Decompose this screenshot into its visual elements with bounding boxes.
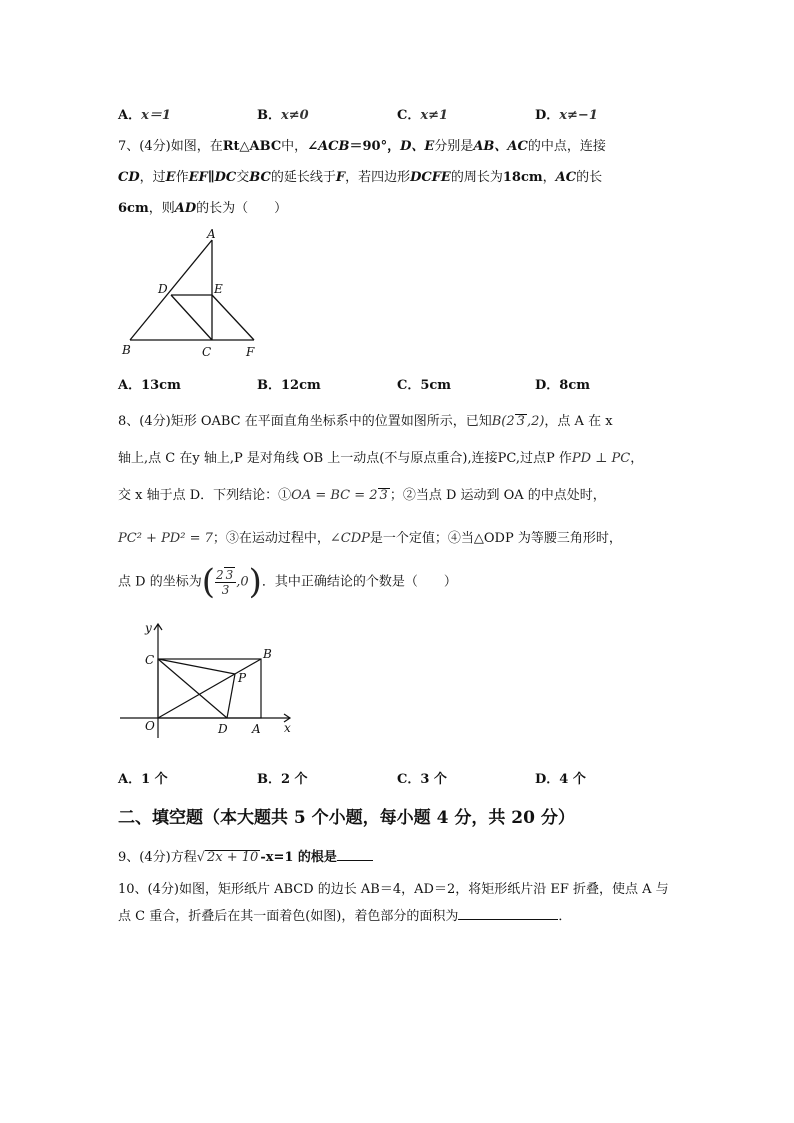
q8-line-2 [118, 447, 643, 466]
text: E [165, 170, 176, 185]
text: 是一个定值；④当△ODP 为等腰三角形时， [369, 531, 622, 546]
text: AB、AC [473, 139, 528, 154]
q8-line-1 [118, 410, 613, 429]
text: 作 [175, 170, 189, 185]
q6-option-c [397, 104, 448, 123]
q7-option-c: C．5cm [397, 378, 452, 393]
text: -x=1 的根是 [260, 850, 337, 865]
text: ， [630, 451, 644, 466]
segment-dc [171, 295, 212, 340]
paren-open: ( [201, 562, 215, 602]
segment-ba [130, 240, 212, 340]
q8-option-a: A．1 个 [118, 772, 168, 787]
q8-line-3 [118, 484, 606, 503]
label-a: A [252, 722, 261, 736]
label-d: D [218, 722, 228, 736]
option-label: D． [535, 108, 560, 123]
option-label: A． [118, 108, 142, 123]
text: ．其中正确结论的个数是（ ） [261, 574, 457, 590]
text: 中， [281, 139, 308, 154]
option-math: x≠−1 [559, 108, 598, 123]
text: DCFE [410, 170, 451, 185]
question-number: 9、(4分) [118, 850, 171, 865]
segment-ef [212, 295, 254, 340]
q8-option-c: C．3 个 [397, 772, 447, 787]
text: Rt△ABC [222, 139, 282, 154]
text: 方程 [170, 850, 197, 865]
question-number: 7、(4分) [118, 139, 171, 154]
label-c: C [145, 653, 155, 667]
numerator: 2 [215, 568, 224, 582]
text: AD [174, 201, 197, 216]
label-f: F [246, 345, 255, 359]
option-math: x＝1 [141, 108, 171, 123]
option-label: B． [257, 108, 281, 123]
text: 的长为（ ） [196, 201, 288, 216]
text: AC [555, 170, 577, 185]
text: ， [542, 170, 556, 185]
q6-option-b [257, 104, 309, 123]
segment-cp [158, 659, 235, 674]
text: D、E [400, 139, 435, 154]
text: ；②当点 D 运动到 OA 的中点处时， [389, 488, 606, 503]
answer-blank[interactable] [458, 907, 558, 920]
q8-option-b: B．2 个 [257, 772, 308, 787]
q7-option-b: B．12cm [257, 378, 321, 393]
text: 矩形 OABC 在平面直角坐标系中的位置如图所示，已知 [170, 414, 492, 429]
label-b: B [263, 647, 272, 661]
segment-pd [227, 674, 235, 718]
option-label: C． [397, 108, 421, 123]
fraction [215, 567, 236, 597]
segment-cd [158, 659, 227, 718]
text: 如图，在 [170, 139, 223, 154]
q8-coordinate-figure [118, 618, 298, 744]
text: 交 [236, 170, 250, 185]
math: PC² + PD² = 7 [118, 531, 213, 546]
text: F [335, 170, 346, 185]
q6-option-a [118, 104, 171, 123]
q7-line-1 [118, 135, 606, 154]
q6-option-d [535, 104, 598, 123]
text: ，若四边形 [345, 170, 411, 185]
label-c: C [202, 345, 212, 359]
text: 的延长线于 [270, 170, 336, 185]
q7-triangle-figure [118, 228, 268, 360]
text: BC [249, 170, 271, 185]
text: 的长 [576, 170, 603, 185]
q10-line-2 [118, 905, 571, 924]
answer-blank[interactable] [337, 848, 373, 861]
text: ． [558, 909, 572, 924]
q7-option-d: D．8cm [535, 378, 590, 393]
text: ，过 [139, 170, 166, 185]
label-a: A [207, 228, 216, 241]
option-math: x≠0 [281, 108, 309, 123]
denominator: 3 [221, 583, 230, 597]
q7-line-3 [118, 197, 287, 216]
q10-line-1 [118, 878, 669, 897]
text: ∠ACB [307, 139, 350, 154]
paren-close: ) [248, 562, 262, 602]
q8-line-4 [118, 527, 622, 546]
option-math: x≠1 [420, 108, 449, 123]
q9-line [118, 846, 373, 865]
math: B(2 [491, 414, 515, 429]
label-p: P [238, 671, 247, 685]
radicand: 2x + 10 [207, 850, 259, 865]
math: OA = BC = 2 [291, 488, 378, 503]
text: 交 x 轴于点 D．下列结论：① [118, 488, 292, 503]
sqrt: 3 [379, 488, 388, 503]
math: ∠CDP [329, 531, 370, 546]
q8-line-5 [118, 562, 457, 602]
text: 18cm [502, 170, 543, 185]
label-o: O [145, 719, 155, 733]
radical-sign: √ [196, 850, 205, 865]
q7-option-a: A．13cm [118, 378, 181, 393]
label-x: x [284, 721, 291, 735]
text: EF∥DC [188, 170, 237, 185]
text: 轴上,点 C 在y 轴上,P 是对角线 OB 上一动点(不与原点重合),连接PC,过点P 作 [118, 451, 572, 466]
text: 点 D 的坐标为 [118, 574, 202, 590]
q7-line-2 [118, 166, 602, 185]
question-number: 10、(4分) [118, 882, 179, 897]
math: PD ⊥ PC [571, 451, 631, 466]
question-number: 8、(4分) [118, 414, 171, 429]
text: 的中点，连接 [527, 139, 606, 154]
text: 的周长为 [450, 170, 503, 185]
label-y: y [145, 621, 152, 635]
diagonal-ob [158, 659, 261, 718]
label-e: E [214, 282, 223, 296]
text: 6cm [118, 201, 149, 216]
text: 如图，矩形纸片 ABCD 的边长 AB＝4，AD＝2，将矩形纸片沿 EF 折叠，使点 A 与 [178, 882, 669, 897]
text: ＝90°， [349, 139, 401, 154]
text: ，点 A 在 x [544, 414, 613, 429]
label-d: D [158, 282, 168, 296]
math: ,0 [236, 574, 249, 590]
label-b: B [122, 343, 131, 357]
text: ，则 [148, 201, 175, 216]
section-title: 二、填空题（本大题共 5 个小题，每小题 4 分，共 20 分） [118, 808, 575, 828]
math: ,2) [526, 414, 545, 429]
text: ；③在运动过程中， [212, 531, 330, 546]
q8-option-d: D．4 个 [535, 772, 586, 787]
sqrt: 3 [225, 568, 234, 582]
text: 分别是 [434, 139, 474, 154]
text: CD [118, 170, 140, 185]
sqrt: 3 [516, 414, 525, 429]
text: 点 C 重合，折叠后在其一面着色(如图)，着色部分的面积为 [118, 909, 459, 924]
